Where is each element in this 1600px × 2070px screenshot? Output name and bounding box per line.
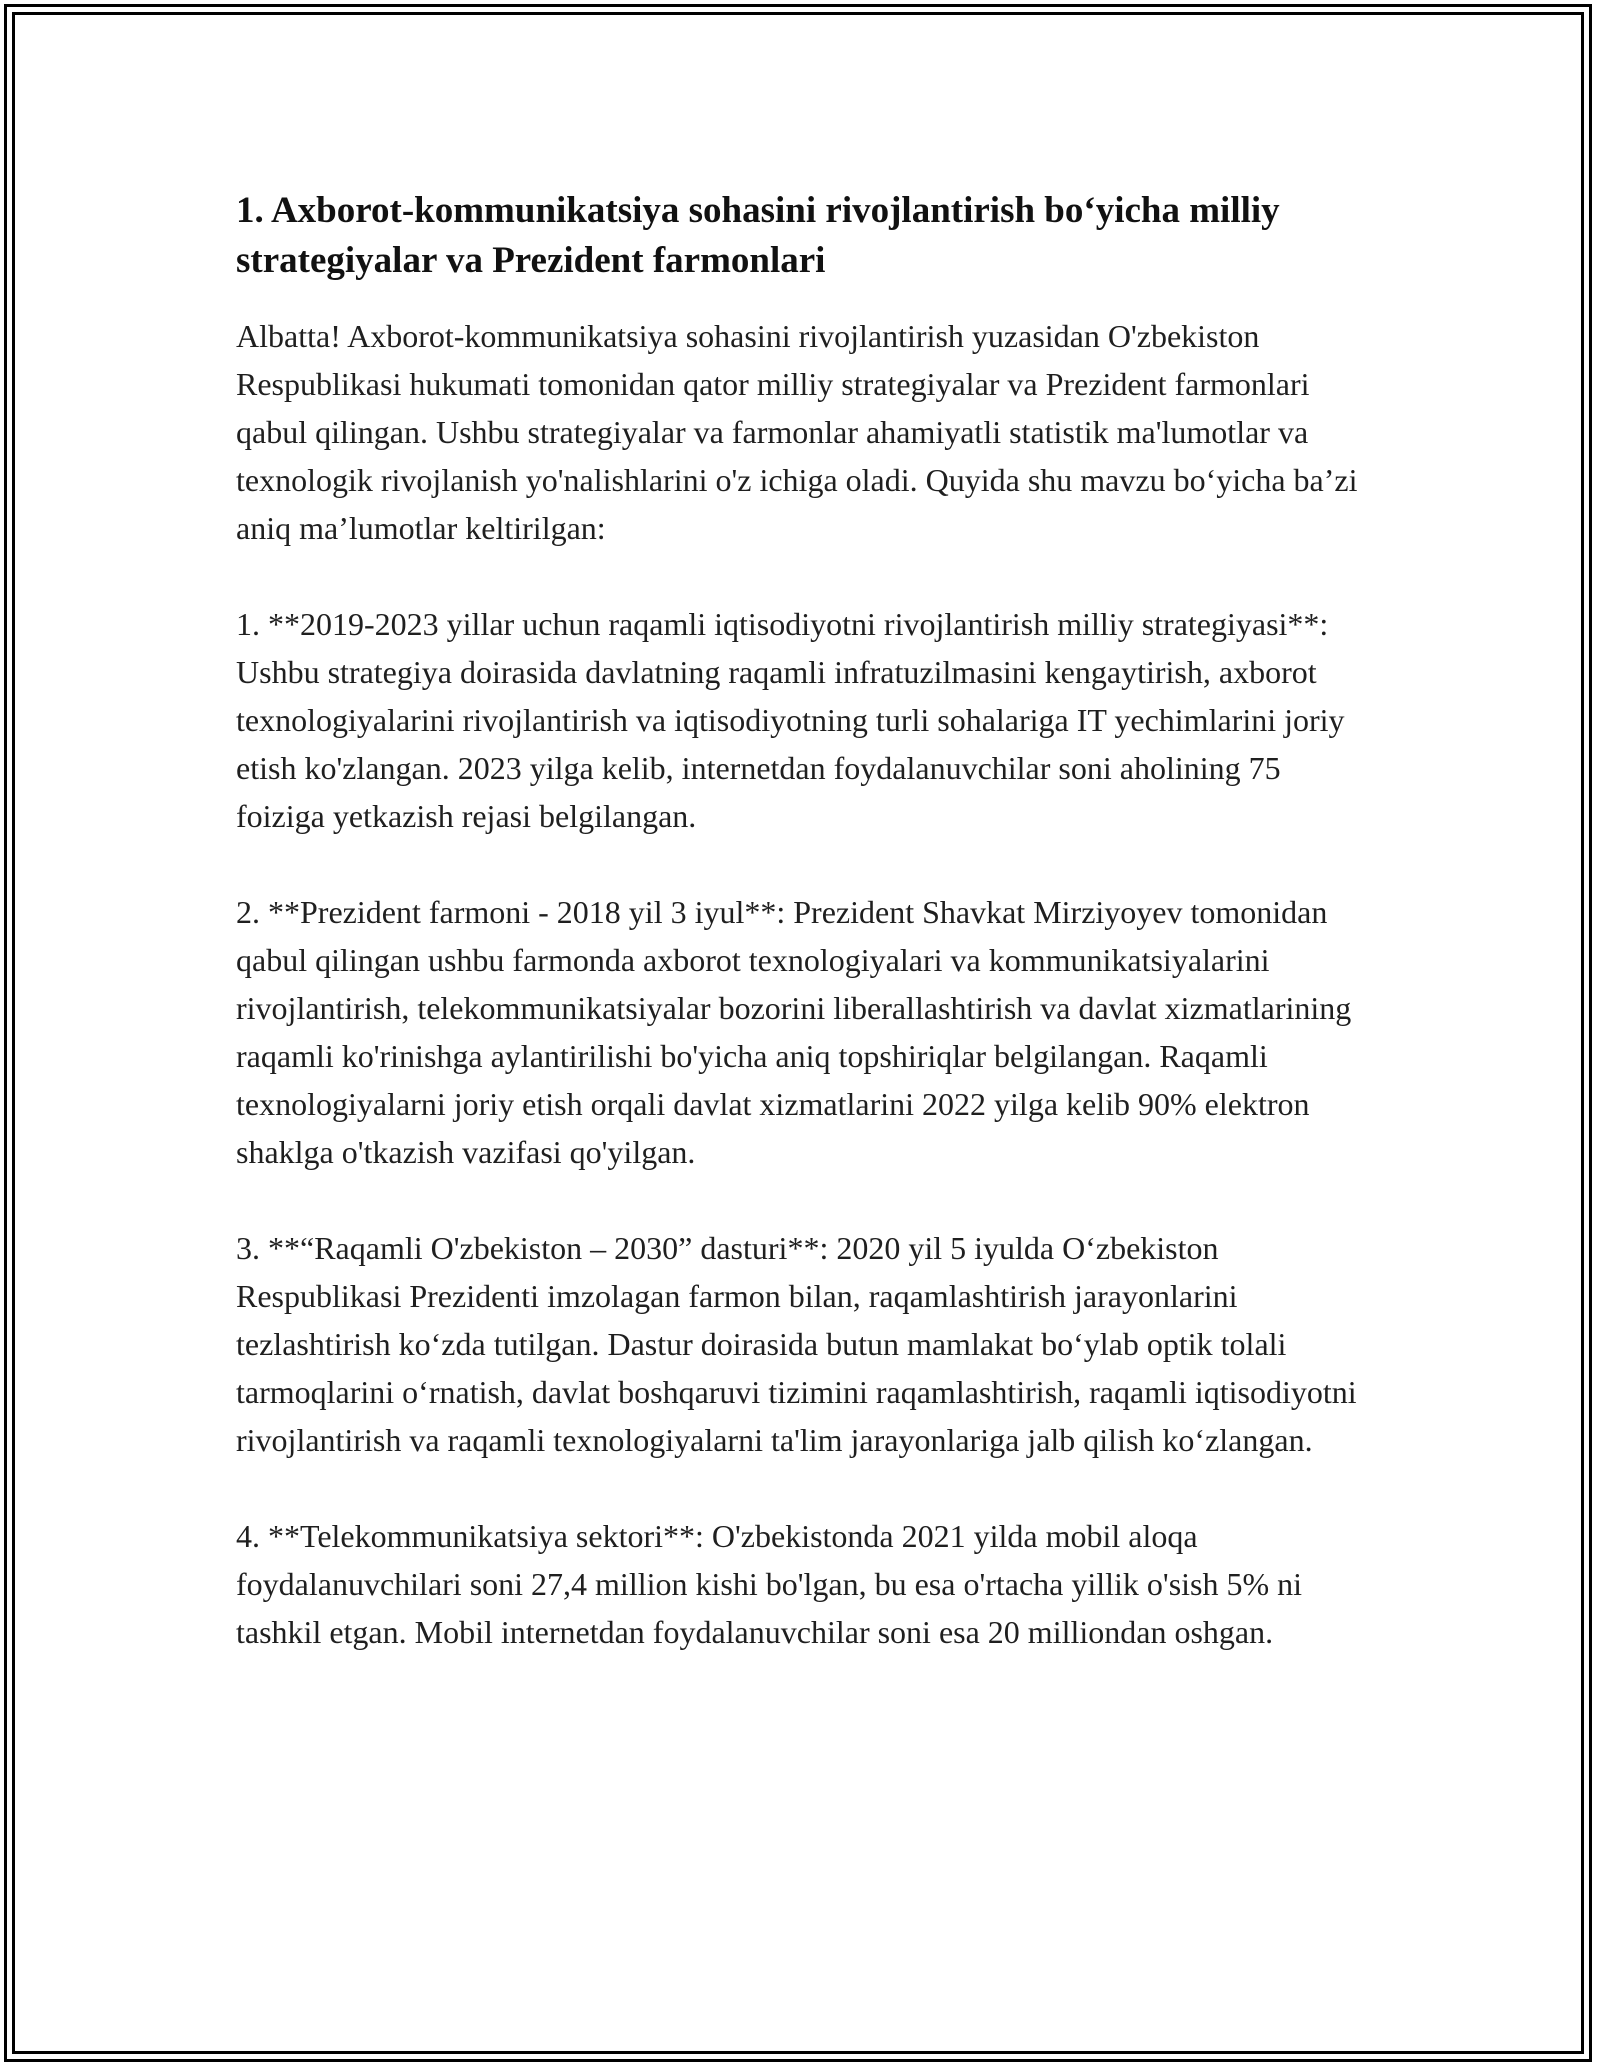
list-item-telecom-sector: 4. **Telekommunikatsiya sektori**: O'zbekistonda 2021 yilda mobil aloqa foydalanuvchilari soni 27,4 million kishi bo'lgan, bu esa o'rtacha yillik o'sish 5% ni tashkil etgan. Mobil internetdan foydalanuvchilar soni esa 20 milliondan oshgan.: [236, 1518, 1303, 1650]
intro-paragraph: Albatta! Axborot-kommunikatsiya sohasini rivojlantirish yuzasidan O'zbekiston Respublikasi hukumati tomonidan qator milliy strategiyalar va Prezident farmonlari qabul qilingan. Ushbu strategiyalar va farmonlar ahamiyatli statistik ma'lumotlar va texnologik rivojlanish yo'nalishlarini o'z ichiga oladi. Quyida shu mavzu bo‘yicha ba’zi aniq ma’lumotlar keltirilgan:: [236, 318, 1358, 546]
list-item-digital-uzbekistan-2030: 3. **“Raqamli O'zbekiston – 2030” dasturi**: 2020 yil 5 iyulda O‘zbekiston Respublikasi Prezidenti imzolagan farmon bilan, raqamlashtirish jarayonlarini tezlashtirish ko‘zda tutilgan. Dastur doirasida butun mamlakat bo‘ylab optik tolali tarmoqlarini o‘rnatish, davlat boshqaruvi tizimini raqamlashtirish, raqamli iqtisodiyotni rivojlantirish va raqamli texnologiyalarni ta'lim jarayonlariga jalb qilish ko‘zlangan.: [236, 1230, 1357, 1458]
list-item-presidential-decree-2018: 2. **Prezident farmoni - 2018 yil 3 iyul**: Prezident Shavkat Mirziyoyev tomonidan qabul qilingan ushbu farmonda axborot texnologiyalari va kommunikatsiyalarini rivojlantirish, telekommunikatsiyalar bozorini liberallashtirish va davlat xizmatlarining raqamli ko'rinishga aylantirilishi bo'yicha aniq topshiriqlar belgilangan. Raqamli texnologiyalarni joriy etish orqali davlat xizmatlarini 2022 yilga kelib 90% elektron shaklga o'tkazish vazifasi qo'yilgan.: [236, 894, 1352, 1170]
section-heading: 1. Axborot-kommunikatsiya sohasini rivojlantirish bo‘yicha milliy strategiyalar va Prezident farmonlari: [236, 190, 1280, 281]
document-body: [236, 186, 1376, 1704]
list-item-strategy-2019-2023: 1. **2019-2023 yillar uchun raqamli iqtisodiyotni rivojlantirish milliy strategiyasi**: Ushbu strategiya doirasida davlatning raqamli infratuzilmasini kengaytirish, axborot texnologiyalarini rivojlantirish va iqtisodiyotning turli sohalariga IT yechimlarini joriy etish ko'zlangan. 2023 yilga kelib, internetdan foydalanuvchilar soni aholining 75 foiziga yetkazish rejasi belgilangan.: [236, 606, 1345, 834]
